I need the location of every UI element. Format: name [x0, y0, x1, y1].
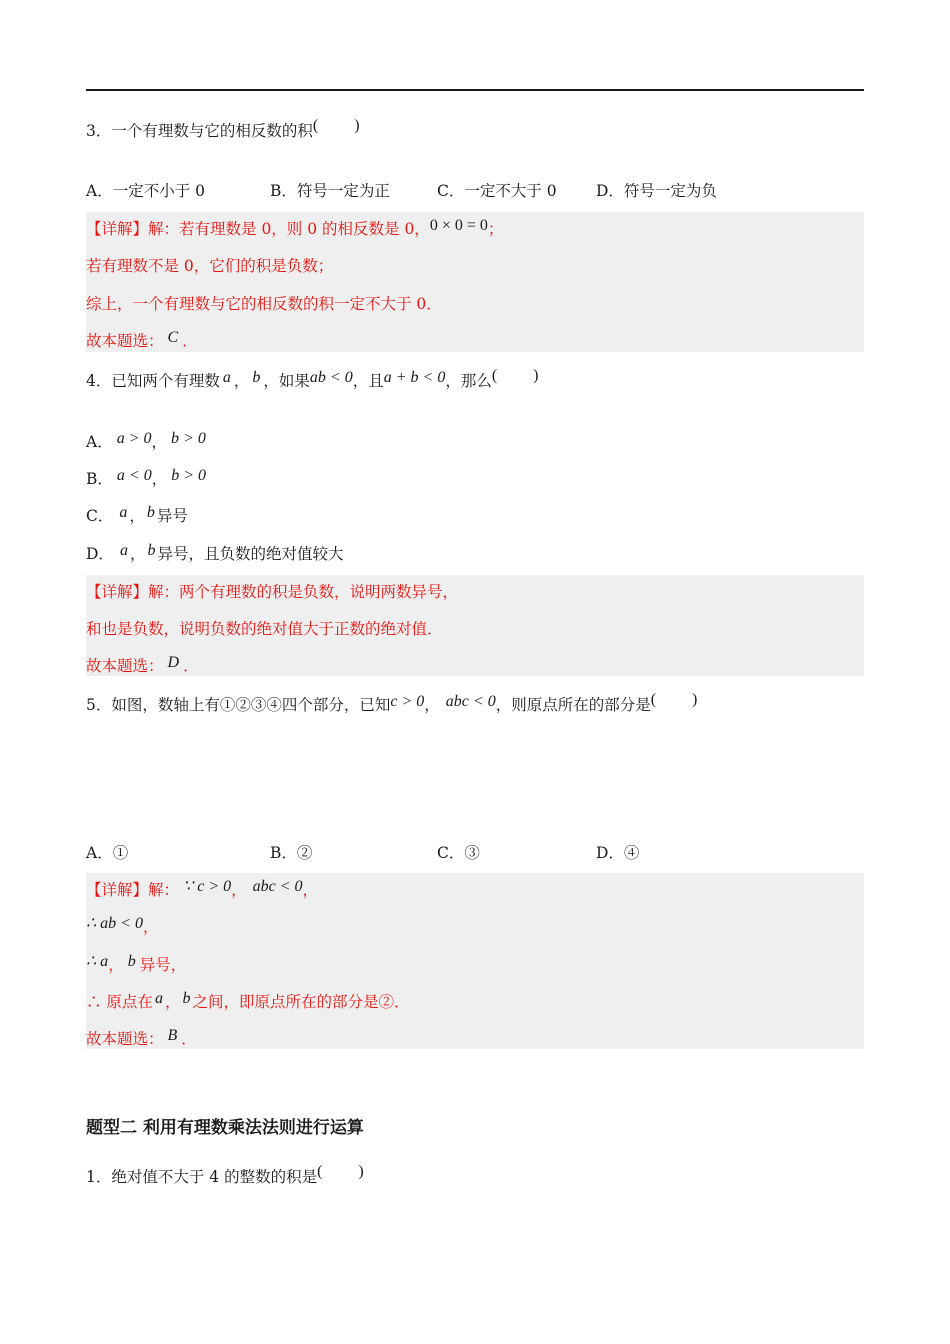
option-math: b [146, 504, 155, 521]
option-sep: ， [129, 545, 146, 563]
q5-detail-line-4 [86, 992, 409, 1013]
q3-detail-line-1 [86, 219, 503, 240]
detail-math: b [127, 953, 136, 970]
q3-option-b: B．符号一定为正 [270, 182, 390, 200]
detail-punct: ； [487, 220, 504, 238]
detail-text: 解： [148, 881, 180, 899]
q5-detail-line-1 [86, 880, 318, 901]
var-b: b [252, 369, 261, 386]
answer-letter: B [167, 1027, 178, 1044]
option-sep: ， [151, 470, 168, 488]
comma: ， [424, 696, 440, 714]
q3-option-c: C．一定不大于 0 [437, 182, 557, 200]
detail-text: 异号， [139, 956, 187, 974]
q4-option-b [86, 469, 206, 490]
q4-detail-line-1 [86, 582, 458, 602]
stem-text: ，则原点所在的部分是 [495, 696, 651, 714]
answer-punct: ． [182, 332, 198, 350]
option-math: a [119, 542, 128, 559]
answer-letter: D [167, 654, 180, 671]
q3-detail-answer [86, 331, 198, 352]
comma: ， [233, 372, 250, 390]
detail-text: 解：两个有理数的积是负数，说明两数异号， [148, 583, 459, 601]
detail-tag: 【详解】 [86, 220, 149, 238]
detail-math: ∴ a [86, 953, 109, 970]
q3-detail-line-3: 综上，一个有理数与它的相反数的积一定不大于 0． [86, 295, 442, 313]
answer-paren-close: ) [533, 367, 539, 384]
question-1 [86, 1163, 364, 1188]
answer-paren-close: ) [354, 117, 360, 134]
q3-option-d: D．符号一定为负 [596, 182, 717, 200]
answer-prefix: 故本题选： [86, 1030, 164, 1048]
q5-detail-answer [86, 1029, 197, 1050]
detail-sep: ， [164, 993, 181, 1011]
stem-text: ，且 [352, 372, 384, 390]
option-math: b > 0 [171, 467, 206, 484]
detail-tag: 【详解】 [86, 583, 149, 601]
q5-detail-line-2 [86, 917, 159, 938]
option-math: a < 0 [116, 467, 152, 484]
option-label: A． [86, 433, 113, 451]
detail-text: 之间，即原点所在的部分是②． [192, 993, 410, 1011]
q4-detail-answer [86, 656, 199, 677]
option-math: a [119, 504, 128, 521]
stem-text: 4．已知两个有理数 [86, 372, 220, 390]
option-label: D． [86, 545, 114, 563]
answer-punct: ． [181, 1030, 197, 1048]
var-a: a [222, 369, 231, 386]
option-sep: ， [129, 507, 145, 525]
detail-punct: ， [142, 918, 159, 936]
detail-math: abc < 0 [252, 878, 303, 895]
answer-prefix: 故本题选： [86, 657, 164, 675]
answer-letter: C [167, 329, 179, 346]
q5-option-d: D．④ [596, 844, 640, 862]
q3-detail-line-2: 若有理数不是 0，它们的积是负数； [86, 257, 334, 275]
detail-sep: ， [231, 881, 247, 899]
option-label: C． [86, 507, 114, 525]
question-1-stem: 1．绝对值不大于 4 的整数的积是 [86, 1168, 318, 1186]
detail-math: ∵ c > 0 [183, 878, 232, 895]
option-tail: 异号 [156, 507, 188, 525]
question-3-stem: 3．一个有理数与它的相反数的积 [86, 122, 313, 140]
option-math: b [147, 542, 156, 559]
q5-option-c: C．③ [437, 844, 480, 862]
detail-math: ∴ ab < 0 [86, 915, 143, 932]
option-math: a > 0 [116, 430, 152, 447]
detail-math: 0 × 0 = 0 [429, 217, 488, 234]
question-3 [86, 117, 360, 142]
q3-option-a: A．一定不小于 0 [86, 182, 205, 200]
answer-paren-open: ( [650, 691, 657, 708]
stem-text: 5．如图，数轴上有①②③④四个部分，已知 [86, 696, 391, 714]
answer-paren-close: ) [692, 691, 698, 708]
q5-option-a: A．① [86, 844, 129, 862]
detail-punct: ， [302, 881, 319, 899]
stem-text: ，如果 [263, 372, 310, 390]
q5-option-b: B．② [270, 844, 313, 862]
detail-sep: ， [108, 956, 124, 974]
section-heading: 题型二 利用有理数乘法法则进行运算 [86, 1118, 364, 1138]
detail-math: b [182, 990, 191, 1007]
detail-math: a [154, 990, 163, 1007]
answer-paren-open: ( [312, 117, 319, 134]
top-rule [86, 89, 864, 91]
option-label: B． [86, 470, 113, 488]
q4-detail-line-2: 和也是负数，说明负数的绝对值大于正数的绝对值． [86, 620, 443, 638]
condition-2: abc < 0 [445, 693, 496, 710]
q5-detail-line-3 [86, 955, 186, 976]
q4-option-c [86, 506, 188, 527]
option-tail: 异号，且负数的绝对值较大 [157, 545, 344, 563]
question-5 [86, 691, 698, 716]
stem-text: ，那么 [445, 372, 492, 390]
option-sep: ， [151, 433, 168, 451]
q4-option-d [86, 544, 343, 565]
answer-punct: ． [183, 657, 199, 675]
answer-paren-close: ) [358, 1163, 364, 1180]
option-math: b > 0 [171, 430, 206, 447]
question-4 [86, 367, 539, 392]
condition-1: c > 0 [390, 693, 425, 710]
answer-paren-open: ( [317, 1163, 323, 1180]
detail-text: ∴ 原点在 [86, 993, 153, 1011]
q4-option-a [86, 432, 206, 453]
answer-paren-open: ( [491, 367, 498, 384]
condition-1: ab < 0 [309, 369, 353, 386]
detail-tag: 【详解】 [86, 881, 149, 899]
detail-text: 解：若有理数是 0，则 0 的相反数是 0， [148, 220, 430, 238]
answer-prefix: 故本题选： [86, 332, 164, 350]
condition-2: a + b < 0 [383, 369, 446, 386]
